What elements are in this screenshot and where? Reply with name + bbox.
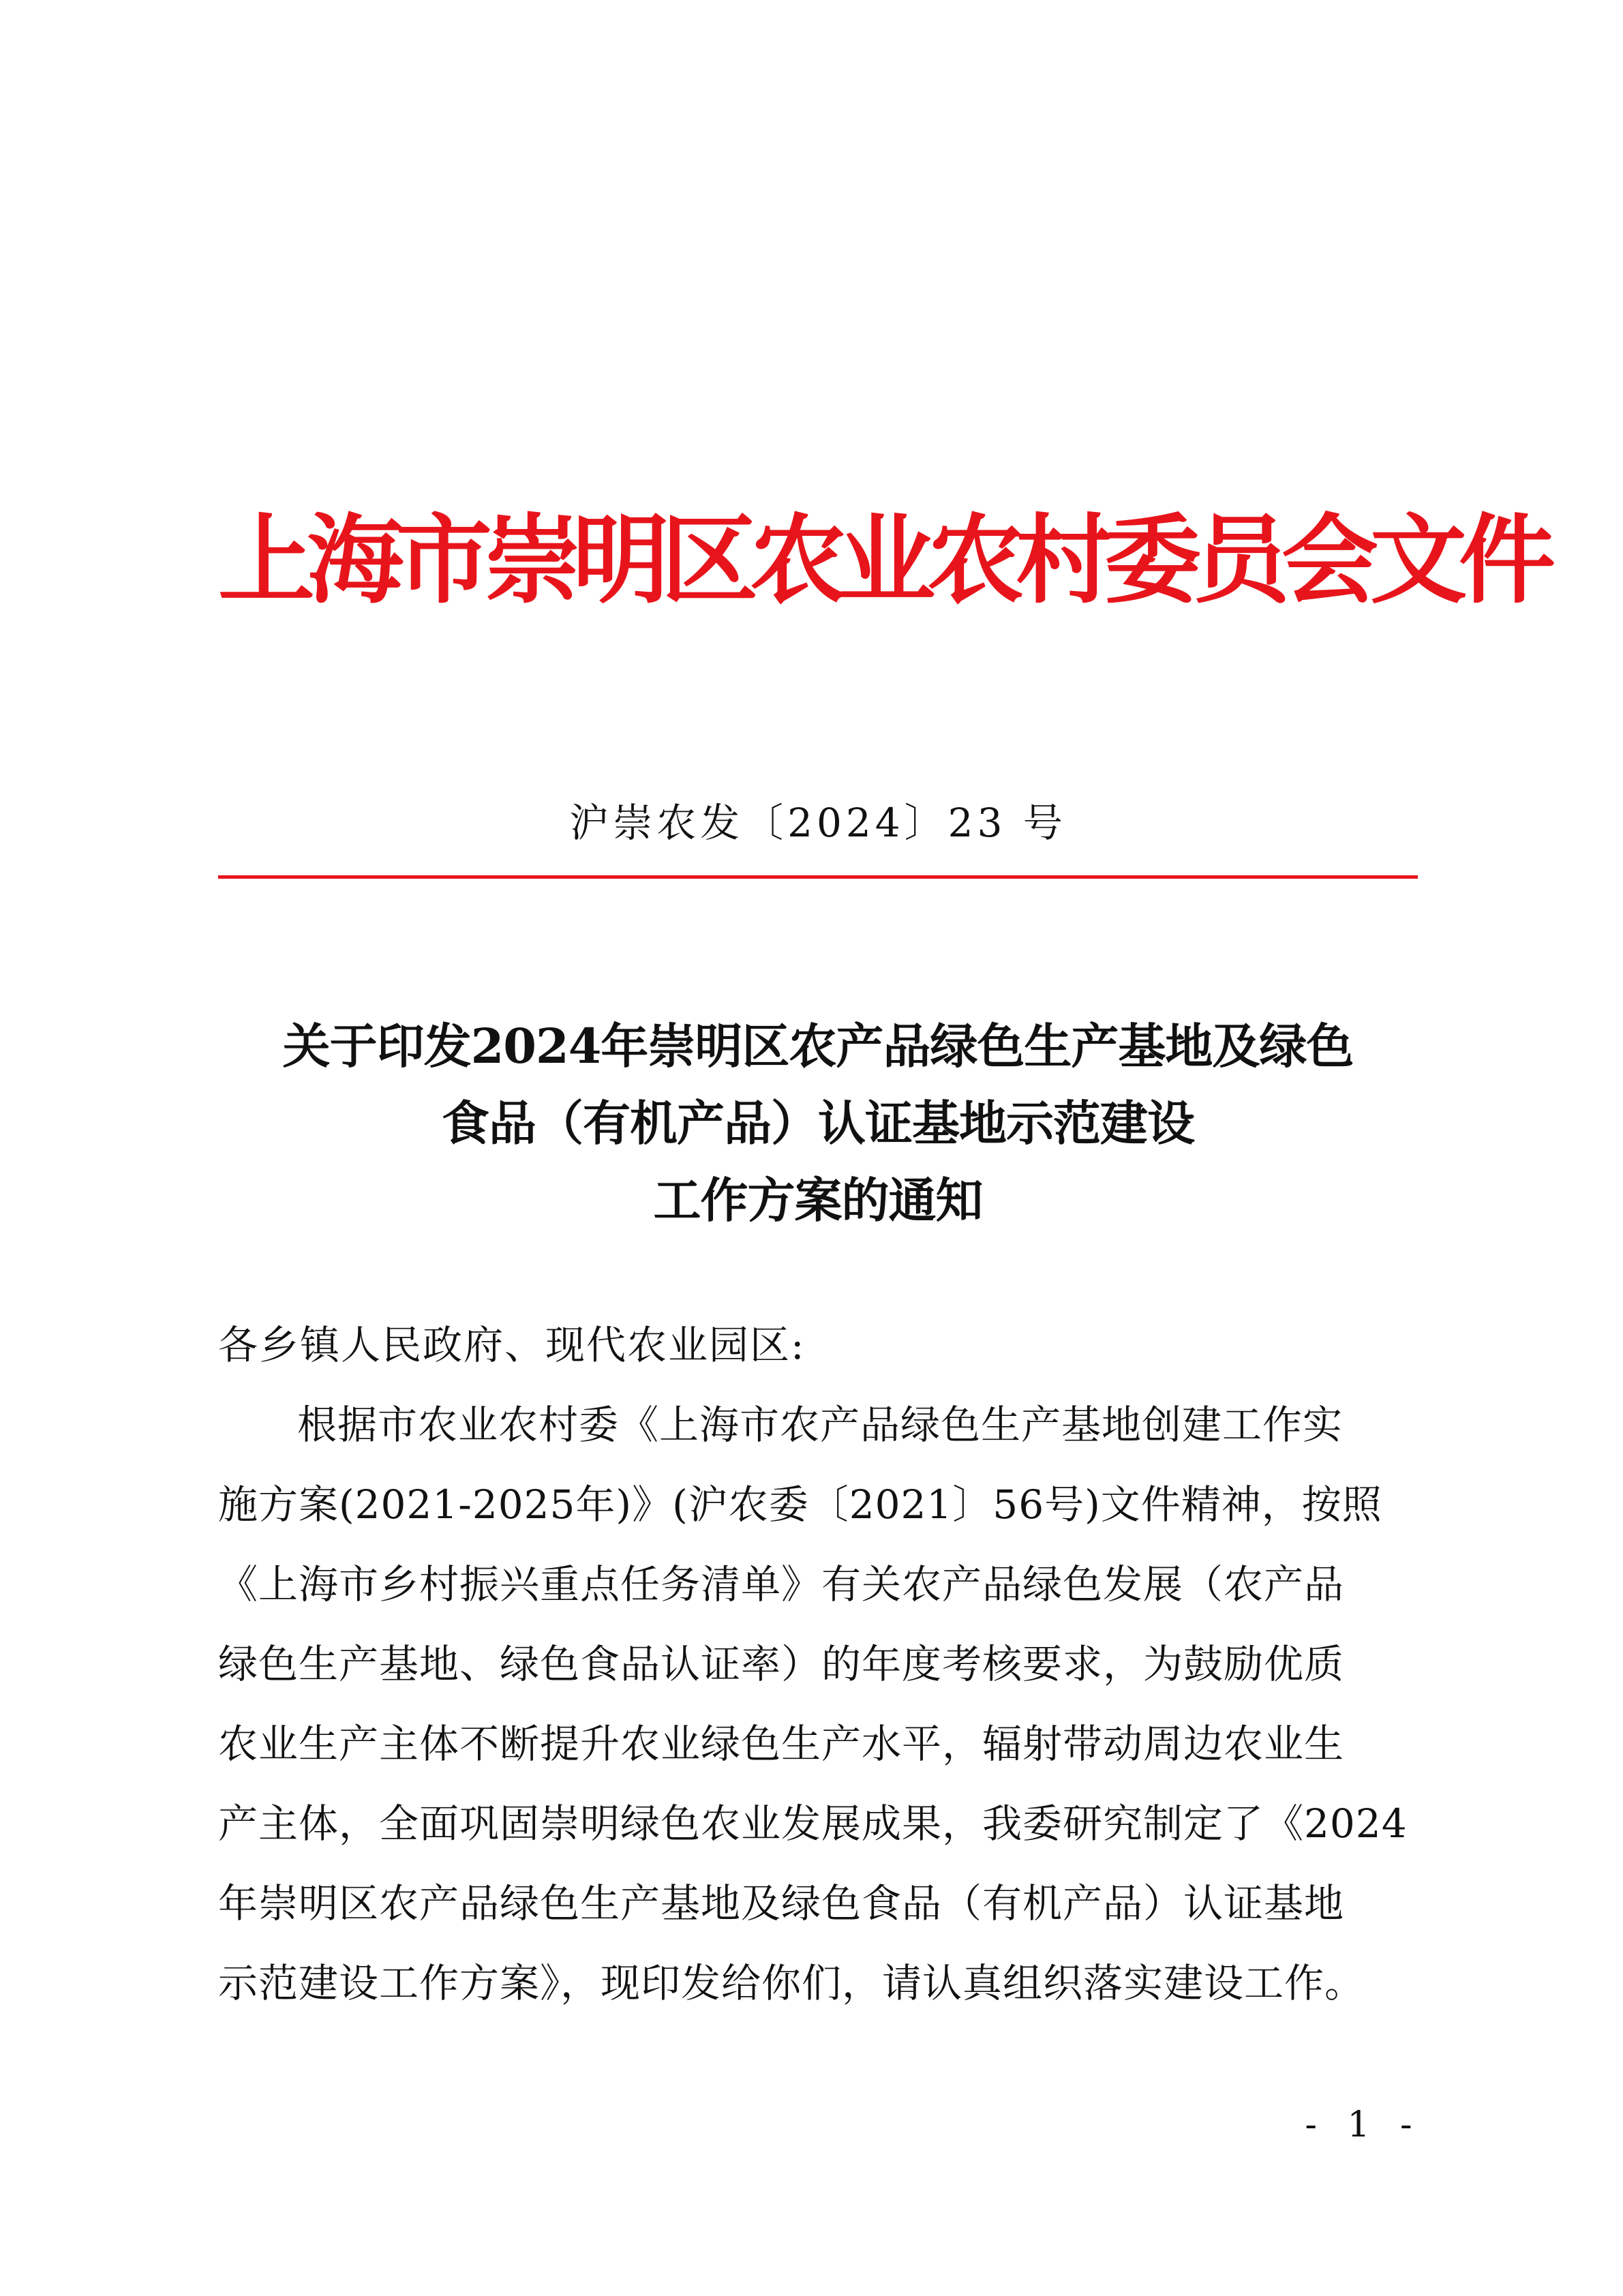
title-line: 工作方案的通知: [653, 1172, 983, 1228]
title-line: 关于印发2024年崇明区农产品绿色生产基地及绿色: [282, 1018, 1354, 1074]
title-line: 食品（有机产品）认证基地示范建设: [442, 1095, 1194, 1151]
body-line: 绿色生产基地、绿色食品认证率）的年度考核要求，为鼓励优质: [218, 1641, 1345, 1687]
issuer-masthead: 上海市崇明区农业农村委员会文件: [218, 504, 1547, 617]
body-line: 根据市农业农村委《上海市农产品绿色生产基地创建工作实: [297, 1402, 1344, 1448]
notice-body: [218, 1305, 1418, 2023]
notice-title: [204, 1008, 1431, 1239]
document-number: 沪崇农发〔2024〕23 号: [569, 800, 1067, 846]
body-line: 施方案(2021-2025年)》(沪农委〔2021〕56号)文件精神，按照: [218, 1481, 1382, 1528]
body-line: 《上海市乡村振兴重点任务清单》有关农产品绿色发展（农产品: [218, 1561, 1345, 1607]
body-line: 年崇明区农产品绿色生产基地及绿色食品（有机产品）认证基地: [218, 1880, 1345, 1927]
salutation: 各乡镇人民政府、现代农业园区:: [218, 1322, 806, 1368]
page-number: - 1 -: [1305, 2104, 1422, 2145]
body-line: 示范建设工作方案》，现印发给你们，请认真组织落实建设工作。: [218, 1960, 1365, 2006]
body-line: 农业生产主体不断提升农业绿色生产水平，辐射带动周边农业生: [218, 1721, 1345, 1767]
body-paragraph: [218, 1385, 1418, 2023]
body-line: 产主体，全面巩固崇明绿色农业发展成果，我委研究制定了《2024: [218, 1800, 1408, 1847]
red-separator-line: [218, 875, 1418, 879]
